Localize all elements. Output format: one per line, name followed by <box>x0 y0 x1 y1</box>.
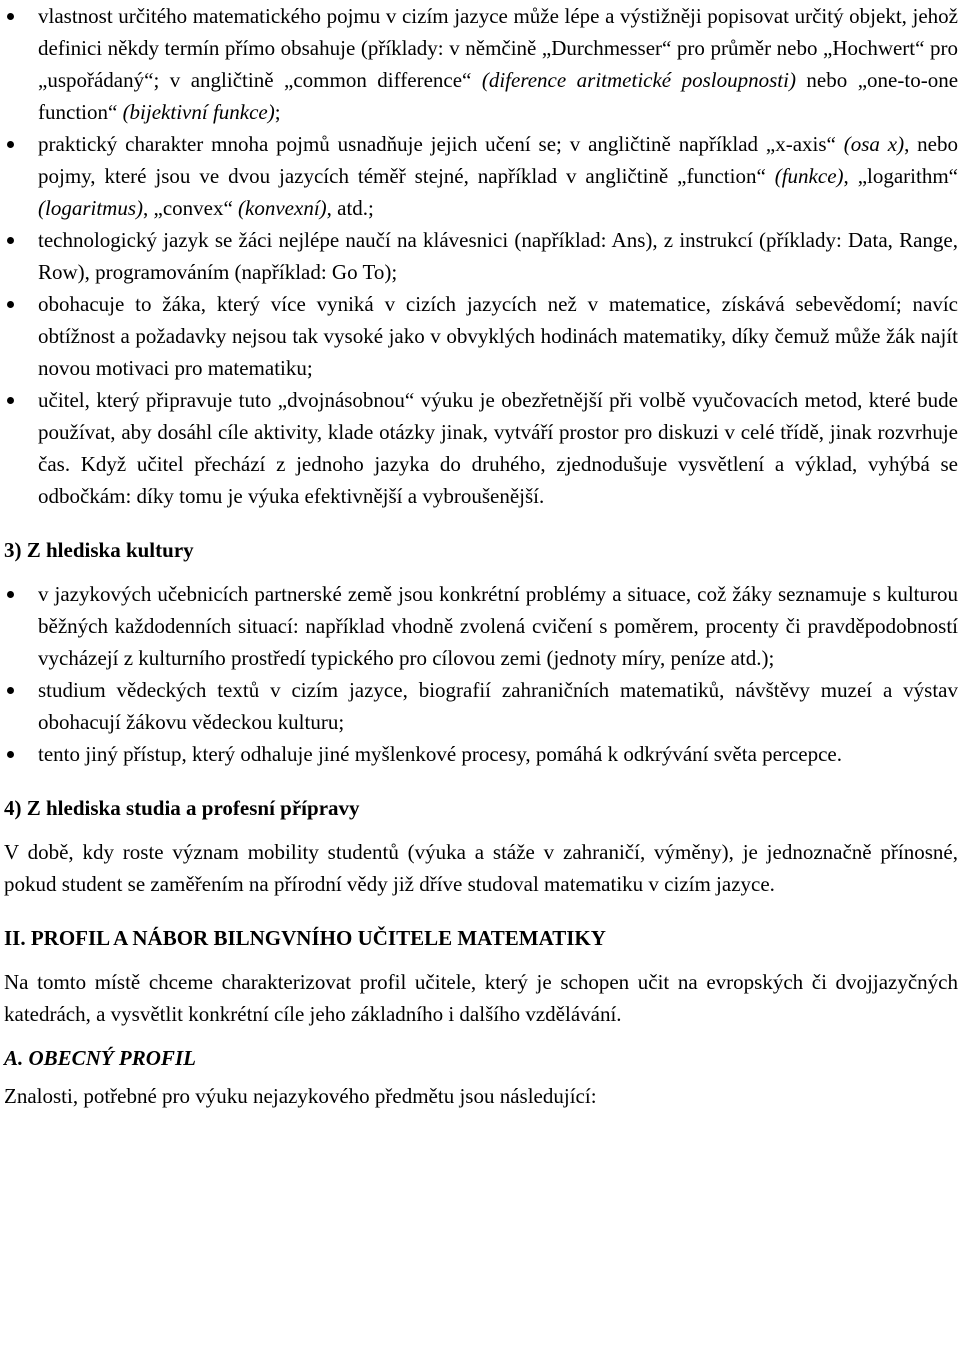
list-item <box>4 224 958 288</box>
text-run: , „convex“ <box>143 196 239 220</box>
italic-term: (osa x) <box>843 132 905 156</box>
bullet-dot-icon <box>7 687 14 694</box>
section-heading-culture: 3) Z hlediska kultury <box>4 538 194 562</box>
italic-term: (konvexní) <box>238 196 327 220</box>
text-run: učitel, který připravuje tuto „dvojnásobnou“ výuku je obezřetnější při volbě vyučovacích metod, které bude používat, aby dosáhl cíle aktivity, klade otázky jinak, vytváří prostor pro diskuzi v celé třídě, jinak rozvrhuje čas. Když učitel přechází z jednoho jazyka do druhého, zjednodušuje vysvětlení a výklad, vyhýbá se odbočkám: díky tomu je výuka efektivnější a vybroušenější. <box>38 388 958 508</box>
bullet-dot-icon <box>7 301 14 308</box>
bullet-dot-icon <box>7 751 14 758</box>
list-item <box>4 128 958 224</box>
bullet-dot-icon <box>7 591 14 598</box>
list-item <box>4 674 958 738</box>
paragraph-knowledge-intro: Znalosti, potřebné pro výuku nejazykového předmětu jsou následující: <box>4 1084 597 1108</box>
list-item <box>4 384 958 512</box>
bullet-dot-icon <box>7 237 14 244</box>
list-item-text <box>38 132 958 220</box>
text-run: nebo „one-to-one function“ <box>38 68 959 124</box>
paragraph-study: V době, kdy roste význam mobility studentů (výuka a stáže v zahraničí, výměny), je jednoznačně přínosné, pokud student se zaměřením na přírodní vědy již dříve studoval matematiku v cizím jazyce. <box>4 840 958 896</box>
bullet-dot-icon <box>7 397 14 404</box>
subchapter-heading-general-profile: A. OBECNÝ PROFIL <box>4 1046 196 1070</box>
list-item-text: v jazykových učebnicích partnerské země jsou konkrétní problémy a situace, což žáky seznamuje s kulturou běžných každodenních situací: například vhodně zvolená cvičení s poměrem, procenty či pravděpodobností vycházejí z kulturního prostředí typického pro cílovou zemi (jednoty míry, peníze atd.); <box>38 582 958 670</box>
document-page <box>4 0 958 1112</box>
text-run: praktický charakter mnoha pojmů usnadňuje jejich učení se; v angličtině například „x-axis“ <box>38 132 844 156</box>
section-heading-study: 4) Z hlediska studia a profesní přípravy <box>4 796 360 820</box>
list-item <box>4 578 958 674</box>
list-item-text <box>38 4 958 124</box>
bullet-list-advantages <box>4 0 958 512</box>
paragraph-profile-intro: Na tomto místě chceme charakterizovat profil učitele, který je schopen učit na evropských či dvojjazyčných katedrách, a vysvětlit konkrétní cíle jeho základního i dalšího vzdělávání. <box>4 970 958 1026</box>
list-item-text: tento jiný přístup, který odhaluje jiné myšlenkové procesy, pomáhá k odkrývání světa percepce. <box>38 742 842 766</box>
italic-term: (bijektivní funkce) <box>122 100 275 124</box>
list-item <box>4 738 958 770</box>
list-item-text <box>38 292 958 380</box>
list-item <box>4 0 958 128</box>
bullet-list-culture <box>4 578 958 770</box>
italic-term: (logaritmus) <box>38 196 143 220</box>
list-item-text: studium vědeckých textů v cizím jazyce, biografií zahraničních matematiků, návštěvy muzeí a výstav obohacují žákovu vědeckou kulturu; <box>38 678 958 734</box>
text-run: , atd.; <box>326 196 374 220</box>
text-run: vlastnost určitého matematického pojmu v cizím jazyce může lépe a výstižněji popisovat určitý objekt, jehož definici někdy termín přímo obsahuje (příklady: v němčině „Durchmesser“ pro průměr nebo „Hochwert“ pro „uspořádaný“; v angličtině „common difference“ <box>38 4 958 92</box>
text-run: obohacuje to žáka, který více vyniká v cizích jazycích než v matematice, získává sebevědomí; navíc obtížnost a požadavky nejsou tak vysoké jako v obvyklých hodinách matematiky, díky čemuž může žák najít novou motivaci pro matematiku; <box>38 292 958 380</box>
list-item <box>4 288 958 384</box>
chapter-heading-profile: II. PROFIL A NÁBOR BILNGVNÍHO UČITELE MATEMATIKY <box>4 926 606 950</box>
list-item-text <box>38 388 958 508</box>
list-item-text <box>38 228 958 284</box>
text-run: , „logarithm“ <box>843 164 958 188</box>
bullet-dot-icon <box>7 13 14 20</box>
bullet-dot-icon <box>7 141 14 148</box>
italic-term: (funkce) <box>774 164 844 188</box>
text-run: , nebo pojmy, které jsou ve dvou jazycích téměř stejné, například v angličtině „function“ <box>38 132 958 188</box>
text-run: ; <box>274 100 281 124</box>
text-run: technologický jazyk se žáci nejlépe naučí na klávesnici (například: Ans), z instrukcí (příklady: Data, Range, Row), programováním (například: Go To); <box>38 228 958 284</box>
italic-term: (diference aritmetické posloupnosti) <box>481 68 796 92</box>
